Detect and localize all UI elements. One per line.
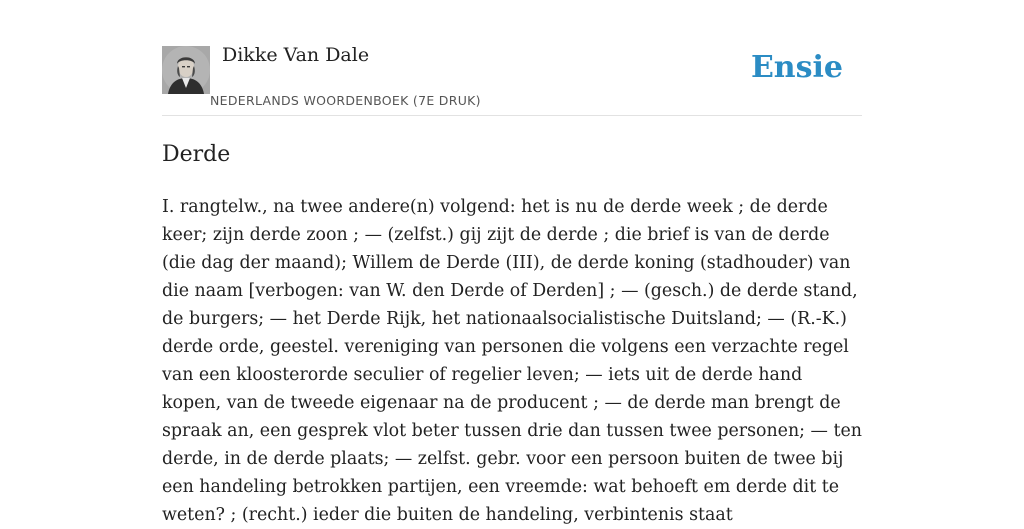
source-name[interactable]: NEDERLANDS WOORDENBOEK (7E DRUK) bbox=[210, 93, 481, 108]
author-avatar[interactable] bbox=[162, 46, 210, 94]
main-content bbox=[162, 0, 862, 529]
portrait-icon bbox=[162, 46, 210, 94]
entry-definition: I. rangtelw., na twee andere(n) volgend: het is nu de derde week ; de derde keer; zijn derde zoon ; — (zelfst.) gij zijt de derde ; die brief is van de derde (die dag der maand); Willem de Derde (III), de derde koning (stadhouder) van die naam [verbogen: van W. den Derde of Derden] ; — (gesch.) de derde stand, de burgers; — het Derde Rijk, het nationaalsocialistische Duitsland; — (R.-K.) derde orde, geestel. vereniging van personen die volgens een verzachte regel van een kloosterorde seculier of regelier leven; — iets uit de derde hand kopen, van de tweede eigenaar na de producent ; — de derde man brengt de spraak an, een gesprek vlot beter tussen drie dan tussen twee personen; — ten derde, in de derde plaats; — zelfst. gebr. voor een persoon buiten de twee bij een handeling betrokken partijen, een vreemde: wat behoeft em derde dit te weten? ; (recht.) ieder die buiten de handeling, verbintenis staat bbox=[162, 197, 862, 525]
author-name[interactable]: Dikke Van Dale bbox=[222, 44, 370, 66]
entry-header bbox=[162, 0, 862, 116]
entry-title: Derde bbox=[162, 142, 231, 167]
brand-logo[interactable]: Ensie bbox=[750, 50, 843, 85]
